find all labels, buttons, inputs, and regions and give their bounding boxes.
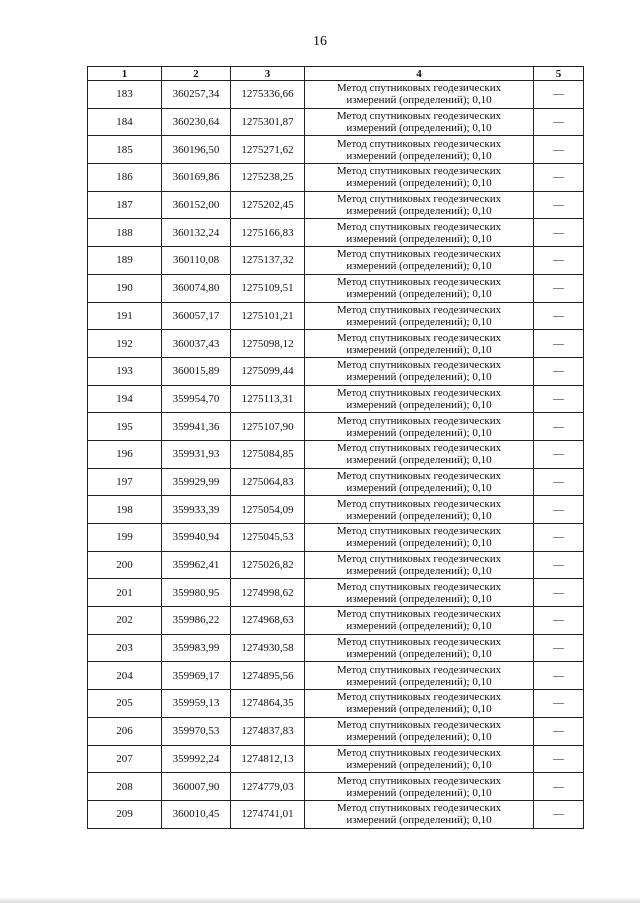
y-coordinate-cell: 1274968,63	[231, 607, 305, 635]
point-number-cell: 189	[88, 247, 162, 275]
y-coordinate-cell: 1275301,87	[231, 108, 305, 136]
method-line-1: Метод спутниковых геодезических	[336, 553, 502, 566]
method-line-2: измерений (определений); 0,10	[346, 371, 492, 384]
method-cell	[305, 330, 534, 358]
x-coordinate-cell: 360169,86	[162, 164, 231, 192]
x-coordinate-cell: 359970,53	[162, 717, 231, 745]
y-coordinate-cell: 1274930,58	[231, 634, 305, 662]
x-coordinate-cell: 359992,24	[162, 745, 231, 773]
y-coordinate-cell: 1274998,62	[231, 579, 305, 607]
table-row	[88, 385, 584, 413]
method-line-1: Метод спутниковых геодезических	[336, 137, 502, 150]
method-line-2: измерений (определений); 0,10	[346, 537, 492, 550]
table-row	[88, 773, 584, 801]
method-cell	[305, 468, 534, 496]
note-cell: —	[534, 579, 584, 607]
method-cell	[305, 219, 534, 247]
point-number-cell: 187	[88, 191, 162, 219]
method-line-1: Метод спутниковых геодезических	[336, 802, 502, 815]
y-coordinate-cell: 1275084,85	[231, 440, 305, 468]
note-cell: —	[534, 81, 584, 109]
table-row	[88, 690, 584, 718]
y-coordinate-cell: 1275238,25	[231, 164, 305, 192]
method-line-1: Метод спутниковых геодезических	[336, 580, 502, 593]
x-coordinate-cell: 360110,08	[162, 247, 231, 275]
method-cell	[305, 773, 534, 801]
header-col-1: 1	[88, 67, 162, 81]
point-number-cell: 207	[88, 745, 162, 773]
y-coordinate-cell: 1274837,83	[231, 717, 305, 745]
page-number: 16	[313, 34, 327, 49]
note-cell: —	[534, 108, 584, 136]
y-coordinate-cell: 1274864,35	[231, 690, 305, 718]
x-coordinate-cell: 360057,17	[162, 302, 231, 330]
method-cell	[305, 385, 534, 413]
note-cell: —	[534, 551, 584, 579]
method-line-2: измерений (определений); 0,10	[346, 315, 492, 328]
method-cell	[305, 524, 534, 552]
note-cell: —	[534, 468, 584, 496]
table-row	[88, 579, 584, 607]
method-line-1: Метод спутниковых геодезических	[336, 248, 502, 261]
method-cell	[305, 745, 534, 773]
method-cell	[305, 579, 534, 607]
y-coordinate-cell: 1275064,83	[231, 468, 305, 496]
method-line-2: измерений (определений); 0,10	[346, 260, 492, 273]
x-coordinate-cell: 360257,34	[162, 81, 231, 109]
x-coordinate-cell: 360152,00	[162, 191, 231, 219]
method-line-2: измерений (определений); 0,10	[346, 703, 492, 716]
table-row	[88, 330, 584, 358]
method-line-1: Метод спутниковых геодезических	[336, 497, 502, 510]
method-line-2: измерений (определений); 0,10	[346, 731, 492, 744]
method-cell	[305, 440, 534, 468]
point-number-cell: 193	[88, 357, 162, 385]
x-coordinate-cell: 360015,89	[162, 357, 231, 385]
method-line-2: измерений (определений); 0,10	[346, 122, 492, 135]
point-number-cell: 183	[88, 81, 162, 109]
table-row	[88, 440, 584, 468]
method-line-1: Метод спутниковых геодезических	[336, 386, 502, 399]
note-cell: —	[534, 413, 584, 441]
method-cell	[305, 551, 534, 579]
note-cell: —	[534, 800, 584, 828]
x-coordinate-cell: 360132,24	[162, 219, 231, 247]
method-line-2: измерений (определений); 0,10	[346, 426, 492, 439]
method-line-1: Метод спутниковых геодезических	[336, 82, 502, 95]
method-cell	[305, 302, 534, 330]
point-number-cell: 190	[88, 274, 162, 302]
table-row	[88, 302, 584, 330]
point-number-cell: 197	[88, 468, 162, 496]
note-cell: —	[534, 690, 584, 718]
x-coordinate-cell: 360074,80	[162, 274, 231, 302]
table-row	[88, 274, 584, 302]
method-line-2: измерений (определений); 0,10	[346, 481, 492, 494]
method-line-1: Метод спутниковых геодезических	[336, 165, 502, 178]
scan-edge	[0, 897, 640, 903]
x-coordinate-cell: 359931,93	[162, 440, 231, 468]
y-coordinate-cell: 1275113,31	[231, 385, 305, 413]
point-number-cell: 200	[88, 551, 162, 579]
method-line-2: измерений (определений); 0,10	[346, 343, 492, 356]
point-number-cell: 208	[88, 773, 162, 801]
note-cell: —	[534, 496, 584, 524]
method-line-2: измерений (определений); 0,10	[346, 758, 492, 771]
note-cell: —	[534, 773, 584, 801]
point-number-cell: 185	[88, 136, 162, 164]
note-cell: —	[534, 164, 584, 192]
method-cell	[305, 191, 534, 219]
method-line-2: измерений (определений); 0,10	[346, 149, 492, 162]
table-row	[88, 357, 584, 385]
y-coordinate-cell: 1274779,03	[231, 773, 305, 801]
x-coordinate-cell: 359962,41	[162, 551, 231, 579]
y-coordinate-cell: 1275054,09	[231, 496, 305, 524]
point-number-cell: 192	[88, 330, 162, 358]
method-line-1: Метод спутниковых геодезических	[336, 193, 502, 206]
y-coordinate-cell: 1275271,62	[231, 136, 305, 164]
x-coordinate-cell: 360230,64	[162, 108, 231, 136]
table-row	[88, 634, 584, 662]
point-number-cell: 188	[88, 219, 162, 247]
point-number-cell: 203	[88, 634, 162, 662]
table-row	[88, 468, 584, 496]
method-line-2: измерений (определений); 0,10	[346, 592, 492, 605]
table-row	[88, 496, 584, 524]
header-col-5: 5	[534, 67, 584, 81]
point-number-cell: 199	[88, 524, 162, 552]
point-number-cell: 191	[88, 302, 162, 330]
point-number-cell: 184	[88, 108, 162, 136]
point-number-cell: 195	[88, 413, 162, 441]
table-row	[88, 247, 584, 275]
method-line-1: Метод спутниковых геодезических	[336, 220, 502, 233]
table-row	[88, 191, 584, 219]
note-cell: —	[534, 385, 584, 413]
method-cell	[305, 357, 534, 385]
coordinates-table	[87, 66, 584, 829]
y-coordinate-cell: 1275202,45	[231, 191, 305, 219]
method-line-2: измерений (определений); 0,10	[346, 205, 492, 218]
point-number-cell: 194	[88, 385, 162, 413]
x-coordinate-cell: 359980,95	[162, 579, 231, 607]
note-cell: —	[534, 524, 584, 552]
y-coordinate-cell: 1275166,83	[231, 219, 305, 247]
method-line-1: Метод спутниковых геодезических	[336, 359, 502, 372]
y-coordinate-cell: 1275109,51	[231, 274, 305, 302]
method-line-2: измерений (определений); 0,10	[346, 288, 492, 301]
method-cell	[305, 496, 534, 524]
table-row	[88, 524, 584, 552]
x-coordinate-cell: 359983,99	[162, 634, 231, 662]
method-line-2: измерений (определений); 0,10	[346, 398, 492, 411]
point-number-cell: 209	[88, 800, 162, 828]
method-line-1: Метод спутниковых геодезических	[336, 525, 502, 538]
note-cell: —	[534, 662, 584, 690]
method-cell	[305, 247, 534, 275]
method-line-2: измерений (определений); 0,10	[346, 786, 492, 799]
table-row	[88, 551, 584, 579]
method-cell	[305, 634, 534, 662]
method-line-1: Метод спутниковых геодезических	[336, 636, 502, 649]
point-number-cell: 206	[88, 717, 162, 745]
point-number-cell: 186	[88, 164, 162, 192]
method-cell	[305, 690, 534, 718]
method-cell	[305, 81, 534, 109]
method-line-2: измерений (определений); 0,10	[346, 814, 492, 827]
note-cell: —	[534, 274, 584, 302]
table-header	[88, 67, 584, 81]
method-line-1: Метод спутниковых геодезических	[336, 608, 502, 621]
table-row	[88, 413, 584, 441]
point-number-cell: 201	[88, 579, 162, 607]
point-number-cell: 205	[88, 690, 162, 718]
note-cell: —	[534, 136, 584, 164]
method-cell	[305, 136, 534, 164]
y-coordinate-cell: 1274895,56	[231, 662, 305, 690]
note-cell: —	[534, 440, 584, 468]
method-line-2: измерений (определений); 0,10	[346, 648, 492, 661]
x-coordinate-cell: 359933,39	[162, 496, 231, 524]
point-number-cell: 198	[88, 496, 162, 524]
y-coordinate-cell: 1274741,01	[231, 800, 305, 828]
method-line-1: Метод спутниковых геодезических	[336, 469, 502, 482]
note-cell: —	[534, 191, 584, 219]
note-cell: —	[534, 330, 584, 358]
method-line-1: Метод спутниковых геодезических	[336, 691, 502, 704]
table-row	[88, 81, 584, 109]
method-line-2: измерений (определений); 0,10	[346, 94, 492, 107]
method-line-2: измерений (определений); 0,10	[346, 565, 492, 578]
method-line-1: Метод спутниковых геодезических	[336, 110, 502, 123]
table-row	[88, 136, 584, 164]
method-line-1: Метод спутниковых геодезических	[336, 719, 502, 732]
method-line-1: Метод спутниковых геодезических	[336, 303, 502, 316]
method-line-2: измерений (определений); 0,10	[346, 675, 492, 688]
method-line-1: Метод спутниковых геодезических	[336, 276, 502, 289]
method-cell	[305, 800, 534, 828]
note-cell: —	[534, 247, 584, 275]
method-line-2: измерений (определений); 0,10	[346, 620, 492, 633]
table-row	[88, 745, 584, 773]
note-cell: —	[534, 219, 584, 247]
table-row	[88, 164, 584, 192]
method-line-2: измерений (определений); 0,10	[346, 177, 492, 190]
method-cell	[305, 274, 534, 302]
table-row	[88, 717, 584, 745]
note-cell: —	[534, 745, 584, 773]
point-number-cell: 196	[88, 440, 162, 468]
y-coordinate-cell: 1275137,32	[231, 247, 305, 275]
note-cell: —	[534, 302, 584, 330]
y-coordinate-cell: 1275098,12	[231, 330, 305, 358]
x-coordinate-cell: 359959,13	[162, 690, 231, 718]
header-row	[88, 67, 584, 81]
method-cell	[305, 662, 534, 690]
method-line-2: измерений (определений); 0,10	[346, 509, 492, 522]
method-cell	[305, 413, 534, 441]
y-coordinate-cell: 1275336,66	[231, 81, 305, 109]
x-coordinate-cell: 360007,90	[162, 773, 231, 801]
method-cell	[305, 108, 534, 136]
table-row	[88, 607, 584, 635]
note-cell: —	[534, 717, 584, 745]
x-coordinate-cell: 360196,50	[162, 136, 231, 164]
method-line-1: Метод спутниковых геодезических	[336, 663, 502, 676]
table-row	[88, 662, 584, 690]
x-coordinate-cell: 359941,36	[162, 413, 231, 441]
point-number-cell: 202	[88, 607, 162, 635]
y-coordinate-cell: 1275101,21	[231, 302, 305, 330]
y-coordinate-cell: 1275107,90	[231, 413, 305, 441]
method-cell	[305, 607, 534, 635]
header-col-2: 2	[162, 67, 231, 81]
x-coordinate-cell: 360037,43	[162, 330, 231, 358]
note-cell: —	[534, 607, 584, 635]
x-coordinate-cell: 359929,99	[162, 468, 231, 496]
x-coordinate-cell: 359969,17	[162, 662, 231, 690]
header-col-3: 3	[231, 67, 305, 81]
method-line-2: измерений (определений); 0,10	[346, 232, 492, 245]
method-line-2: измерений (определений); 0,10	[346, 454, 492, 467]
table-row	[88, 219, 584, 247]
method-line-1: Метод спутниковых геодезических	[336, 414, 502, 427]
note-cell: —	[534, 634, 584, 662]
table-body	[88, 81, 584, 829]
method-line-1: Метод спутниковых геодезических	[336, 774, 502, 787]
x-coordinate-cell: 359954,70	[162, 385, 231, 413]
method-line-1: Метод спутниковых геодезических	[336, 442, 502, 455]
method-cell	[305, 717, 534, 745]
point-number-cell: 204	[88, 662, 162, 690]
method-cell	[305, 164, 534, 192]
y-coordinate-cell: 1275045,53	[231, 524, 305, 552]
x-coordinate-cell: 359940,94	[162, 524, 231, 552]
method-line-1: Метод спутниковых геодезических	[336, 746, 502, 759]
y-coordinate-cell: 1275026,82	[231, 551, 305, 579]
note-cell: —	[534, 357, 584, 385]
header-col-4: 4	[305, 67, 534, 81]
y-coordinate-cell: 1274812,13	[231, 745, 305, 773]
method-line-1: Метод спутниковых геодезических	[336, 331, 502, 344]
x-coordinate-cell: 360010,45	[162, 800, 231, 828]
y-coordinate-cell: 1275099,44	[231, 357, 305, 385]
table-row	[88, 800, 584, 828]
x-coordinate-cell: 359986,22	[162, 607, 231, 635]
table-row	[88, 108, 584, 136]
